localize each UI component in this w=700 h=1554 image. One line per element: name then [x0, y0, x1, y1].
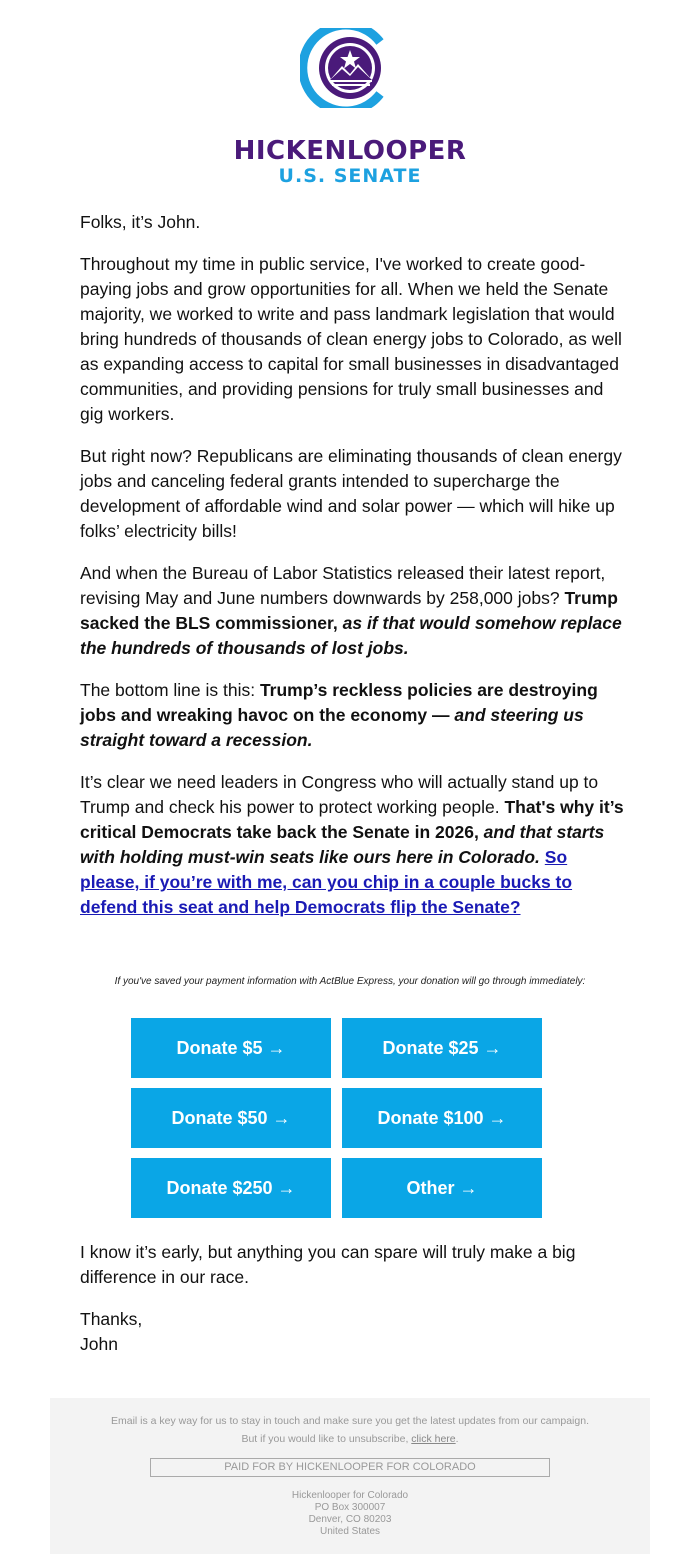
- paragraph-3: [80, 561, 625, 661]
- campaign-logo: [0, 28, 700, 188]
- paragraph-5: [80, 770, 625, 920]
- logo-name: HICKENLOOPER: [233, 136, 467, 166]
- email-body: [80, 210, 625, 937]
- address-line: PO Box 300007: [314, 1502, 386, 1513]
- paragraph-1: Throughout my time in public service, I've worked to create good-paying jobs and grow opportunities for all. When we held the Senate majority, we worked to write and pass landmark legislation that would bring hundreds of thousands of clean energy jobs to Colorado, as well as expanding access to capital for small businesses in disadvantaged communities, and providing pensions for truly small businesses and gig workers.: [80, 254, 622, 424]
- mailing-address: [50, 1490, 650, 1538]
- footer-line-2: [50, 1430, 650, 1448]
- unsubscribe-link[interactable]: click here: [411, 1433, 456, 1445]
- actblue-note: If you've saved your payment information with ActBlue Express, your donation will go through immediately:: [114, 976, 586, 987]
- unsubscribe-prefix: But if you would like to unsubscribe,: [241, 1433, 412, 1445]
- address-line: United States: [319, 1526, 381, 1537]
- donate-25-button[interactable]: Donate $25 →: [342, 1018, 542, 1078]
- paragraph-3-text: And when the Bureau of Labor Statistics released their latest report, revising May and June numbers downwards by 258,000 jobs?: [80, 563, 606, 608]
- footer-line-1: Email is a key way for us to stay in touch and make sure you get the latest updates from our campaign.: [111, 1415, 589, 1427]
- address-line: Hickenlooper for Colorado: [291, 1490, 409, 1501]
- paragraph-4-bold-italic: and steering us straight toward a recession.: [80, 705, 584, 750]
- donate-button-grid: [131, 1018, 543, 1218]
- mountain-star-emblem-icon: [300, 28, 400, 108]
- donate-5-button[interactable]: Donate $5 →: [131, 1018, 331, 1078]
- signature: John: [80, 1334, 118, 1354]
- paragraph-4-bold: Trump’s reckless policies are destroying jobs and wreaking havoc on the economy —: [80, 680, 598, 725]
- paragraph-5-text: It’s clear we need leaders in Congress who will actually stand up to Trump and check his power to protect working people.: [80, 772, 599, 817]
- logo-subtitle: U.S. SENATE: [278, 165, 422, 187]
- paid-for-disclaimer: PAID FOR BY HICKENLOOPER FOR COLORADO: [150, 1458, 550, 1477]
- greeting: Folks, it’s John.: [80, 212, 201, 232]
- closing-section: [80, 1240, 625, 1357]
- paragraph-2: But right now? Republicans are eliminating thousands of clean energy jobs and canceling federal grants intended to supercharge the development of affordable wind and solar power — which will hike up folks’ electricity bills!: [80, 446, 622, 541]
- paragraph-5-bold: That's why it’s critical Democrats take back the Senate in 2026,: [80, 797, 624, 842]
- paragraph-4: [80, 678, 625, 753]
- email-footer: [50, 1398, 650, 1554]
- donate-250-button[interactable]: Donate $250 →: [131, 1158, 331, 1218]
- signoff: Thanks,: [80, 1309, 143, 1329]
- unsubscribe-suffix: .: [455, 1433, 459, 1445]
- paragraph-4-text: The bottom line is this:: [80, 680, 260, 700]
- donate-other-button[interactable]: Other →: [342, 1158, 542, 1218]
- paragraph-5-bold-italic: and that starts with holding must-win seats like ours here in Colorado.: [80, 822, 605, 867]
- donate-100-button[interactable]: Donate $100 →: [342, 1088, 542, 1148]
- paragraph-3-bold: Trump sacked the BLS commissioner,: [80, 588, 618, 633]
- donate-appeal-link[interactable]: So please, if you’re with me, can you chip in a couple bucks to defend this seat and help Democrats flip the Senate?: [80, 847, 573, 917]
- paragraph-3-bold-italic: as if that would somehow replace the hundreds of thousands of lost jobs.: [80, 613, 622, 658]
- address-line: Denver, CO 80203: [308, 1514, 392, 1525]
- closing-paragraph: I know it’s early, but anything you can spare will truly make a big difference in our race.: [80, 1242, 576, 1287]
- donate-50-button[interactable]: Donate $50 →: [131, 1088, 331, 1148]
